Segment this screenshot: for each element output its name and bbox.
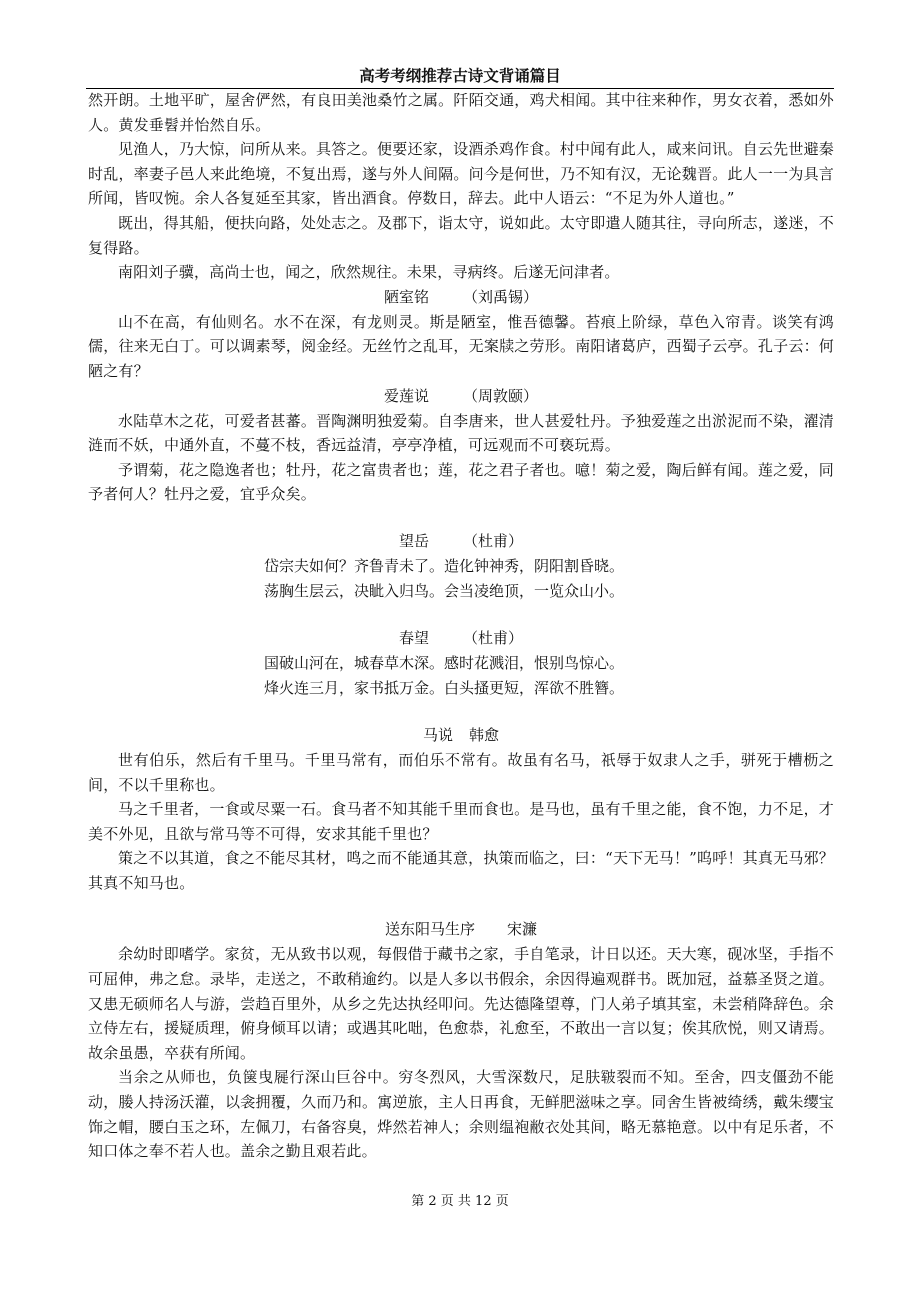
section-gap [88, 604, 834, 626]
section-gap [88, 507, 834, 529]
mashuo-title: 马说 [422, 725, 453, 744]
mashuo-author: 韩愈 [469, 725, 500, 744]
page-footer: 第 2 页 共 12 页 [411, 1194, 509, 1209]
taohua-paragraph-1: 然开朗。土地平旷，屋舍俨然，有良田美池桑竹之属。阡陌交通，鸡犬相闻。其中往来种作，男女衣着，悉如外人。黄发垂髫并怡然自乐。 [88, 91, 834, 134]
songxu-paragraph-2: 当余之从师也，负箧曳屣行深山巨谷中。穷冬烈风，大雪深数尺，足肤皲裂而不知。至舍，四支僵劲不能动，媵人持汤沃灌，以衾拥覆，久而乃和。寓逆旅，主人日再食，无鲜肥滋味之享。同舍生皆被绮绣，戴朱缨宝饰之帽，腰白玉之环，左佩刀，右备容臭，烨然若神人；余则缊袍敝衣处其间，略无慕艳意。以中有足乐者，不知口体之奉不若人也。盖余之勤且艰若此。 [88, 1068, 834, 1161]
ailianshuo-paragraph-1: 水陆草木之花，可爱者甚蕃。晋陶渊明独爱菊。自李唐来，世人甚爱牡丹。予独爱莲之出淤泥而不染，濯清涟而不妖，中通外直，不蔓不枝，香远益清，亭亭净植，可远观而不可亵玩焉。 [88, 411, 834, 455]
chunwang-author: （杜甫） [463, 628, 524, 647]
loushiming-paragraph-1: 山不在高，有仙则名。水不在深，有龙则灵。斯是陋室，惟吾德馨。苔痕上阶绿，草色入帘青。谈笑有鸿儒，往来无白丁。可以调素琴，阅金经。无丝竹之乱耳，无案牍之劳形。南阳诸葛庐，西蜀子云亭。孔子云：何陋之有？ [88, 312, 834, 380]
songxu-title: 送东阳马生序 [384, 920, 475, 939]
ailianshuo-paragraph-2: 予谓菊，花之隐逸者也；牡丹，花之富贵者也；莲，花之君子者也。噫！菊之爱，陶后鲜有闻。莲之爱，同予者何人？牡丹之爱，宜乎众矣。 [88, 460, 834, 504]
ailianshuo-heading [88, 384, 834, 409]
chunwang-line-2: 烽火连三月，家书抵万金。白头搔更短，浑欲不胜簪。 [264, 678, 625, 697]
loushiming-heading [88, 285, 834, 310]
songxu-heading [88, 917, 834, 942]
mashuo-paragraph-3: 策之不以其道，食之不能尽其材，鸣之而不能通其意，执策而临之，曰：“天下无马！”呜呼！其真无马邪？其真不知马也。 [88, 849, 834, 892]
chunwang-title: 春望 [398, 628, 429, 647]
wangyue-line-2: 荡胸生层云，决眦入归鸟。会当凌绝顶，一览众山小。 [264, 581, 625, 600]
taohua-paragraph-3: 既出，得其船，便扶向路，处处志之。及郡下，诣太守，说如此。太守即遣人随其往，寻向所志，遂迷，不复得路。 [88, 213, 834, 257]
mashuo-paragraph-1: 世有伯乐，然后有千里马。千里马常有，而伯乐不常有。故虽有名马，祇辱于奴隶人之手，骈死于槽枥之间，不以千里称也。 [88, 750, 834, 794]
mashuo-paragraph-2: 马之千里者，一食或尽粟一石。食马者不知其能千里而食也。是马也，虽有千里之能，食不饱，力不足，才美不外见，且欲与常马等不可得，安求其能千里也？ [88, 800, 834, 843]
section-gap [88, 701, 834, 723]
wangyue-line-1: 岱宗夫如何？齐鲁青未了。造化钟神秀，阴阳割昏晓。 [264, 556, 625, 575]
page-header-title: 高考考纲推荐古诗文背诵篇目 [359, 67, 561, 85]
chunwang-line-1: 国破山河在，城春草木深。感时花溅泪，恨别鸟惊心。 [264, 653, 625, 672]
page-content [88, 88, 834, 1164]
ailianshuo-author: （周敦颐） [463, 386, 539, 405]
section-gap [88, 895, 834, 917]
loushiming-title: 陋室铭 [383, 287, 429, 306]
taohua-paragraph-2: 见渔人，乃大惊，问所从来。具答之。便要还家，设酒杀鸡作食。村中闻有此人，咸来问讯。自云先世避秦时乱，率妻子邑人来此绝境，不复出焉，遂与外人间隔。问今是何世，乃不知有汉，无论魏晋。此人一一为具言所闻，皆叹惋。余人各复延至其家，皆出酒食。停数日，辞去。此中人语云：“不足为外人道也。” [88, 140, 834, 208]
wangyue-title: 望岳 [398, 531, 429, 550]
loushiming-author: （刘禹锡） [463, 287, 539, 306]
ailianshuo-title: 爱莲说 [383, 386, 429, 405]
taohua-paragraph-4: 南阳刘子骥，高尚士也，闻之，欣然规往。未果，寻病终。后遂无问津者。 [118, 263, 620, 282]
wangyue-author: （杜甫） [463, 531, 524, 550]
chunwang-heading [88, 626, 834, 651]
mashuo-heading [88, 723, 834, 748]
songxu-paragraph-1: 余幼时即嗜学。家贫，无从致书以观，每假借于藏书之家，手自笔录，计日以还。天大寒，砚冰坚，手指不可屈伸，弗之怠。录毕，走送之，不敢稍逾约。以是人多以书假余，余因得遍观群书。既加冠，益慕圣贤之道。又患无硕师名人与游，尝趋百里外，从乡之先达执经叩问。先达德隆望尊，门人弟子填其室，未尝稍降辞色。余立侍左右，援疑质理，俯身倾耳以请；或遇其叱咄，色愈恭，礼愈至，不敢出一言以复；俟其欣悦，则又请焉。故余虽愚，卒获有所闻。 [88, 945, 834, 1062]
wangyue-heading [88, 529, 834, 554]
songxu-author: 宋濂 [507, 920, 538, 939]
